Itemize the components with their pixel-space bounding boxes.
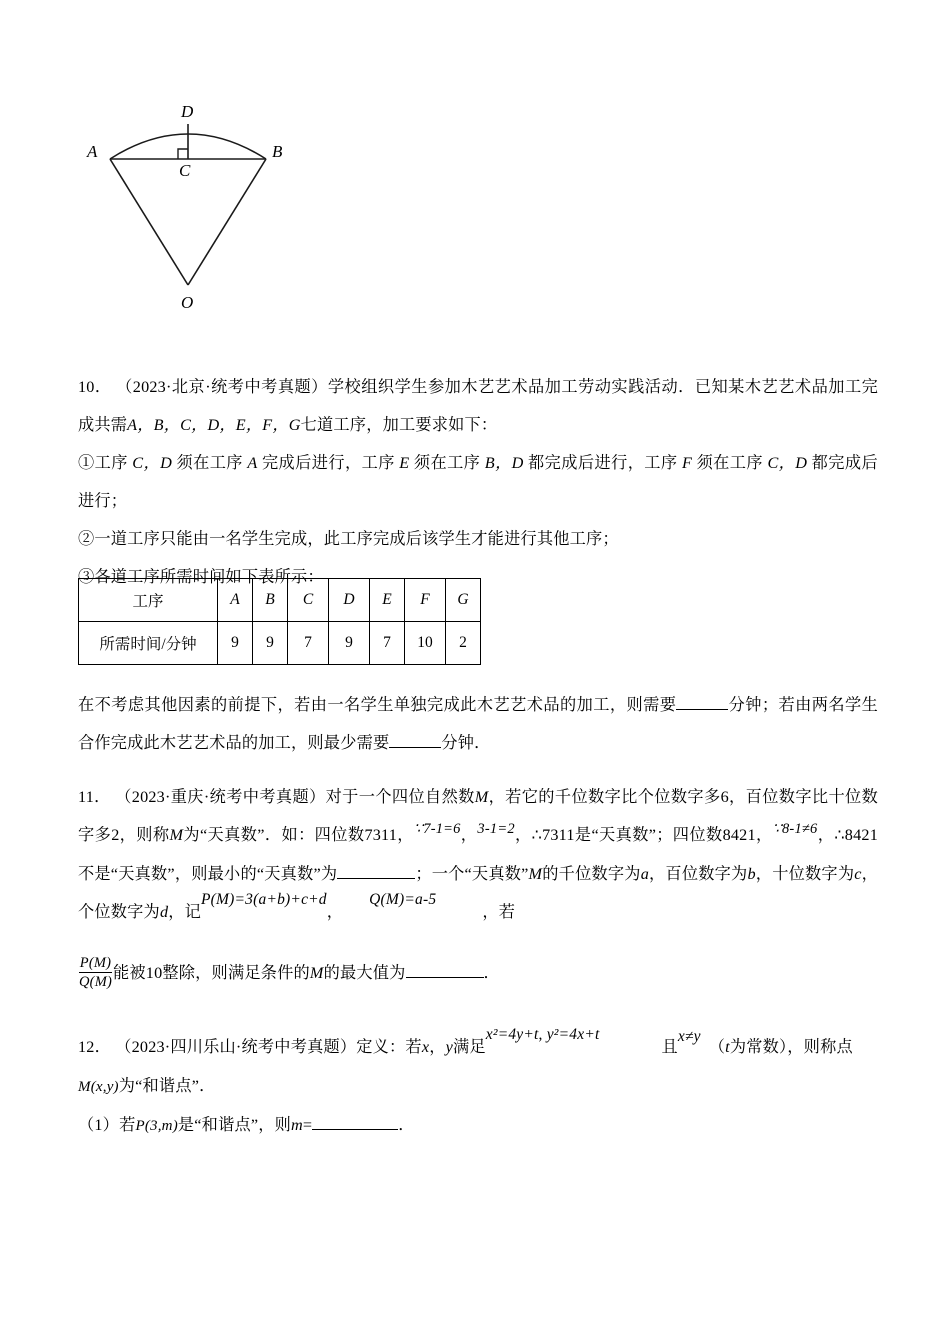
p11-m1: M: [474, 788, 489, 806]
problem-12-definition-line: [78, 1067, 878, 1106]
p12-sub1-marker: （1）: [78, 1116, 120, 1134]
table-row-label-time: 所需时间/分钟: [79, 622, 218, 665]
answer-blank-12-1[interactable]: [312, 1129, 398, 1130]
table-cell-process-b: B: [253, 579, 288, 622]
figure-label-d: D: [181, 102, 194, 121]
p12-point-m: M(x,y): [78, 1079, 119, 1095]
table-cell-time-e: 7: [370, 622, 405, 665]
p11-s5: 为“天真数”．如：四位数: [183, 826, 365, 844]
fraction-pm-qm: [79, 955, 112, 990]
p12-vx: x: [421, 1038, 430, 1056]
p11-s17: ，个位数字为: [78, 865, 879, 921]
problem-12-statement: 12． （2023·四川乐山·统考中考真题）定义：若x，y满足x²=4y+t, y²=4x+t且x≠y（t为常数），则称点: [78, 1026, 853, 1056]
p12-t3: 满足: [452, 1038, 486, 1056]
table-cell-time-c: 7: [288, 622, 329, 665]
p11-s9: 是“天真数”；四位数: [574, 826, 723, 844]
table-cell-process-d: D: [329, 579, 370, 622]
table-cell-process-e: E: [370, 579, 405, 622]
p12-sub1-a: 若: [119, 1116, 136, 1134]
p11-comma2: ，若: [482, 903, 516, 921]
problem-11-source: （2023·重庆·统考中考真题）: [115, 788, 326, 806]
p11-s2: ，若它的千位数字比个位数字多: [488, 788, 721, 806]
cond1-bd: B，D: [484, 454, 524, 472]
p12-t5: （: [708, 1038, 726, 1056]
problem-11-tail: [78, 954, 878, 992]
p11-s19: 能被: [113, 964, 146, 982]
problems-body: [78, 368, 878, 1145]
p12-t2: ，: [429, 1038, 446, 1056]
p11-vd: d: [159, 903, 169, 921]
problem-12-sub-1: [78, 1106, 878, 1145]
problem-10-source: （2023·北京·统考中考真题）: [116, 378, 328, 396]
problem-10-line1: 学校组织学生参加木艺艺术品加工劳动实践活动．已知某木艺艺术品加工完成共需: [78, 378, 879, 434]
cond1-text-b: 须在工序: [176, 454, 243, 472]
p12-t7: 为“和谐点”．: [118, 1077, 216, 1095]
p11-8421: 8421: [722, 826, 756, 844]
p12-t4: 且: [661, 1038, 678, 1056]
p11-vc: c: [854, 865, 862, 883]
cond1-text-c: 完成后进行，工序: [261, 454, 395, 472]
p11-s12: 不是“天真数”，则最小的“天真数”为: [78, 865, 338, 883]
answer-blank-11-2[interactable]: [406, 977, 484, 978]
problem-10-tail: [78, 686, 878, 762]
p11-s4: ，则称: [119, 826, 170, 844]
p11-eq5: ∴8421: [834, 826, 878, 844]
cond1-cd: C，D: [132, 454, 173, 472]
process-time-table: [78, 578, 481, 665]
p11-s14: 的千位数字为: [542, 865, 641, 883]
cond1-text-a: 工序: [94, 454, 128, 472]
p11-s3: ，百位数字比十位数字多: [78, 788, 878, 844]
figure-label-b: B: [272, 142, 283, 161]
problem-11-number: 11: [78, 788, 94, 806]
p11-formula-p: P(M)=3(a+b)+c+d: [201, 891, 327, 908]
p11-n2: 2: [111, 826, 120, 844]
p11-va: a: [640, 865, 649, 883]
p11-s1: 对于一个四位自然数: [325, 788, 475, 806]
problem-11-statement: 11． （2023·重庆·统考中考真题）对于一个四位自然数M，若它的千位数字比个位数字多6，百位数字比十位数字多2，则称M为“天真数”．如：四位数7311，∵7-1=6，3-1=2，∴7311是“天真数”；四位数8421，∵8-1≠6，∴8421不是“天真数”，则最小的“天真数”为 ；一个“天真数”M的千位数字为a，百位数字为b，十位数字为c，个位数字为d，记P(M)=3(a+b)+c+d，Q(M)=a-5，若: [78, 788, 879, 921]
table-cell-time-g: 2: [446, 622, 481, 665]
problem-10-tail-1: 在不考虑其他因素的前提下，若由一名学生单独完成此木艺艺术品的加工，则需要: [78, 696, 677, 714]
fraction-numerator: P(M): [79, 954, 112, 971]
p12-t6: 为常数），则称点: [729, 1038, 853, 1056]
p11-s8: ，: [514, 826, 532, 844]
sector-with-chord-figure: [60, 95, 400, 335]
table-cell-process-g: G: [446, 579, 481, 622]
table-cell-time-f: 10: [405, 622, 446, 665]
figure-label-a: A: [87, 142, 98, 161]
p12-t1: 定义：若: [356, 1038, 422, 1056]
p12-sub1-d: ．: [398, 1116, 415, 1134]
problem-12-source: （2023·四川乐山·统考中考真题）: [115, 1038, 357, 1056]
p11-s10: ，: [755, 826, 773, 844]
p11-n10: 10: [145, 964, 163, 982]
problem-10-condition-3: ③各道工序所需时间如下表所示：: [78, 568, 324, 586]
table-cell-process-a: A: [218, 579, 253, 622]
p11-s13: ；一个“天真数”: [415, 865, 529, 883]
p11-comma1: ，: [326, 903, 344, 921]
table-cell-process-c: C: [288, 579, 329, 622]
p11-vb: b: [747, 865, 756, 883]
problem-10-number: 10: [78, 378, 95, 396]
p11-s7: ，: [460, 826, 478, 844]
p11-eq1: ∵7-1=6: [413, 821, 461, 837]
p11-m4: M: [309, 964, 324, 982]
fraction-denominator: Q(M): [79, 973, 113, 990]
p11-formula-q: Q(M)=a-5: [369, 891, 437, 908]
p12-sub1-b: 是“和谐点”，则: [177, 1116, 292, 1134]
p11-7311: 7311: [364, 826, 398, 844]
cond1-e-letter: E: [399, 454, 410, 472]
p11-eq3: ∴7311: [531, 826, 575, 844]
answer-blank-10-1[interactable]: [676, 709, 728, 710]
cond1-text-f: 须在工序: [696, 454, 763, 472]
p12-sub1-c: =: [302, 1116, 313, 1134]
table-row-header: [79, 579, 481, 622]
p11-m2: M: [169, 826, 184, 844]
p12-vy: y: [445, 1038, 453, 1056]
problem-10-tail-3: 分钟．: [441, 734, 491, 752]
cond1-cd2: C，D: [767, 454, 808, 472]
problem-10-condition-1: [78, 444, 878, 520]
p12-eqn2: x≠y: [677, 1028, 701, 1045]
cond1-f-letter: F: [682, 454, 693, 472]
p11-n6: 6: [720, 788, 729, 806]
p12-vt: t: [725, 1038, 730, 1056]
p11-s11: ，: [817, 826, 835, 844]
p11-s21: 的最大值为: [323, 964, 406, 982]
answer-blank-10-2[interactable]: [389, 747, 441, 748]
cond1-a-letter: A: [247, 454, 258, 472]
p11-m3: M: [528, 865, 543, 883]
process-time-table-wrap: [78, 578, 481, 665]
problem-12-number: 12: [78, 1038, 95, 1056]
table-cell-process-f: F: [405, 579, 446, 622]
table-cell-time-d: 9: [329, 622, 370, 665]
p11-s20: 整除，则满足条件的: [162, 964, 310, 982]
figure-label-o: O: [181, 293, 194, 312]
p11-eq2: 3-1=2: [477, 821, 515, 837]
condition-1-marker: ①: [78, 454, 95, 472]
answer-blank-11-1[interactable]: [337, 878, 415, 879]
p11-s22: ．: [483, 964, 500, 982]
problem-10-line1-tail: 七道工序，加工要求如下：: [300, 416, 498, 434]
problem-10-letters: A，B，C，D，E，F，G: [127, 416, 301, 434]
p11-s6: ，: [397, 826, 414, 844]
problem-10-statement: 10． （2023·北京·统考中考真题）学校组织学生参加木艺艺术品加工劳动实践活动．已知某木艺艺术品加工完成共需A，B，C，D，E，F，G七道工序，加工要求如下：: [78, 378, 879, 434]
p11-s16: ，十位数字为: [755, 865, 855, 883]
p11-s18: ，记: [168, 903, 202, 921]
figure-label-c: C: [179, 161, 191, 180]
table-cell-time-b: 9: [253, 622, 288, 665]
cond1-text-e: 都完成后进行，工序: [528, 454, 678, 472]
p11-s15: ，百位数字为: [649, 865, 748, 883]
cond1-text-g: 都完成后进行；: [78, 454, 878, 510]
cond1-text-d: 须在工序: [413, 454, 481, 472]
p12-point-p: P(3,m): [135, 1118, 178, 1134]
p11-eq4: ∵8-1≠6: [772, 821, 818, 837]
problem-10-tail-2: 分钟；若由两名学生合作完成此木艺艺术品的加工，则最少需要: [78, 696, 878, 752]
p12-vm: m: [291, 1116, 303, 1134]
problem-10-condition-2: ②一道工序只能由一名学生完成，此工序完成后该学生才能进行其他工序；: [78, 530, 619, 548]
p12-eqn1: x²=4y+t, y²=4x+t: [485, 1026, 600, 1043]
table-row-times: [79, 622, 481, 665]
table-row-label-process: 工序: [79, 579, 218, 622]
table-cell-time-a: 9: [218, 622, 253, 665]
